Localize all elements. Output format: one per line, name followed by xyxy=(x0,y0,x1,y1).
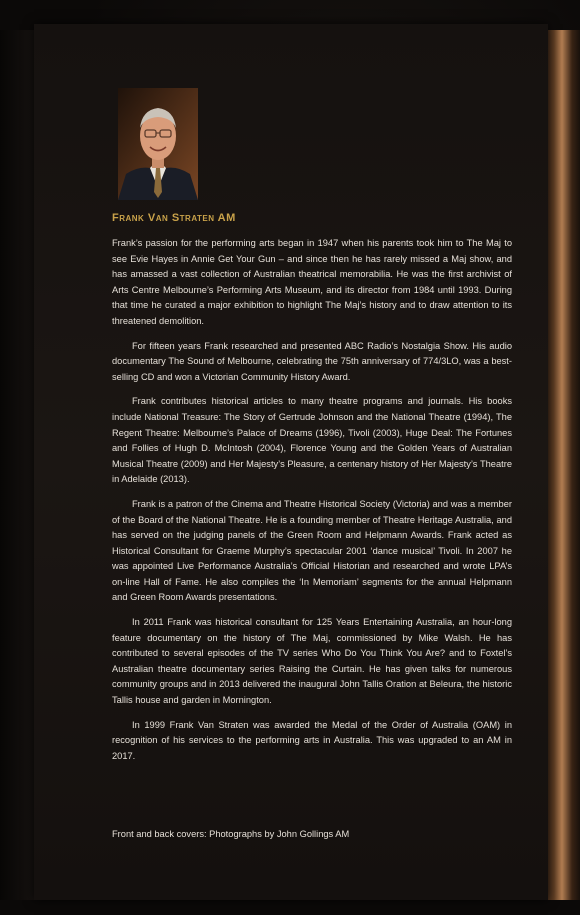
cover-credit: Front and back covers: Photographs by John Gollings AM xyxy=(112,829,350,839)
left-shadow xyxy=(0,30,34,900)
author-heading: Frank Van Straten AM xyxy=(112,212,236,224)
bio-paragraph: Frank is a patron of the Cinema and Theatre Historical Society (Victoria) and was a member of the Board of the National Theatre. He is a founding member of Theatre Heritage Australia, and has served on the judging panels of the Green Room and Helpmann Awards. Frank acted as Historical Consultant for Graeme Murphy’s spectacular 2001 ‘dance musical’ Tivoli. In 2007 he was appointed Live Performance Australia’s Official Historian and researched and wrote LPA’s on-line Hall of Fame. He also compiles the ‘In Memoriam’ segments for the annual Helpmann and Green Room Awards presentations. xyxy=(112,498,512,603)
bio-paragraph: Frank contributes historical articles to many theatre programs and journals. His books include National Treasure: The Story of Gertrude Johnson and the National Theatre (1994), The Regent Theatre: Melbourne’s Palace of Dreams (1996), Tivoli (2003), Huge Deal: The Fortunes and Follies of Hugh D. McIntosh (2004), Florence Young and the Golden Years of Australian Musical Theatre (2009) and Her Majesty’s Pleasure, a centenary history of Her Majesty’s Theatre in Adelaide (2013). xyxy=(112,396,512,485)
bio-paragraph: In 2011 Frank was historical consultant for 125 Years Entertaining Australia, an hour-long feature documentary on the history of The Maj, commissioned by Mike Walsh. He has contributed to several episodes of the TV series Who Do You Think You Are? and to Foxtel’s Australian theatre documentary series Raising the Curtain. He has given talks for numerous community groups and in 2013 delivered the inaugural John Tallis Oration at Beleura, the historic Tallis house and garden in Mornington. xyxy=(112,617,512,706)
bio-paragraph: In 1999 Frank Van Straten was awarded the Medal of the Order of Australia (OAM) in recognition of his services to the performing arts in Australia. This was upgraded to an AM in 2017. xyxy=(112,719,512,761)
bio-paragraph: For fifteen years Frank researched and presented ABC Radio’s Nostalgia Show. His audio documentary The Sound of Melbourne, celebrating the 75th anniversary of 774/3LO, was a best-selling CD and won a Victorian Community History Award. xyxy=(112,340,512,382)
author-bio xyxy=(112,236,512,773)
book-page xyxy=(34,24,548,900)
author-portrait xyxy=(118,88,198,200)
bio-paragraph: Frank’s passion for the performing arts began in 1947 when his parents took him to The Maj to see Evie Hayes in Annie Get Your Gun – and since then he has rarely missed a Maj show, and has amassed a vast collection of Australian theatrical memorabilia. He was the first archivist of Arts Centre Melbourne’s Performing Arts Museum, and its director from 1984 until 1993. During that time he curated a major exhibition to highlight The Maj’s history and to draw attention to its threatened demolition. xyxy=(112,238,512,326)
